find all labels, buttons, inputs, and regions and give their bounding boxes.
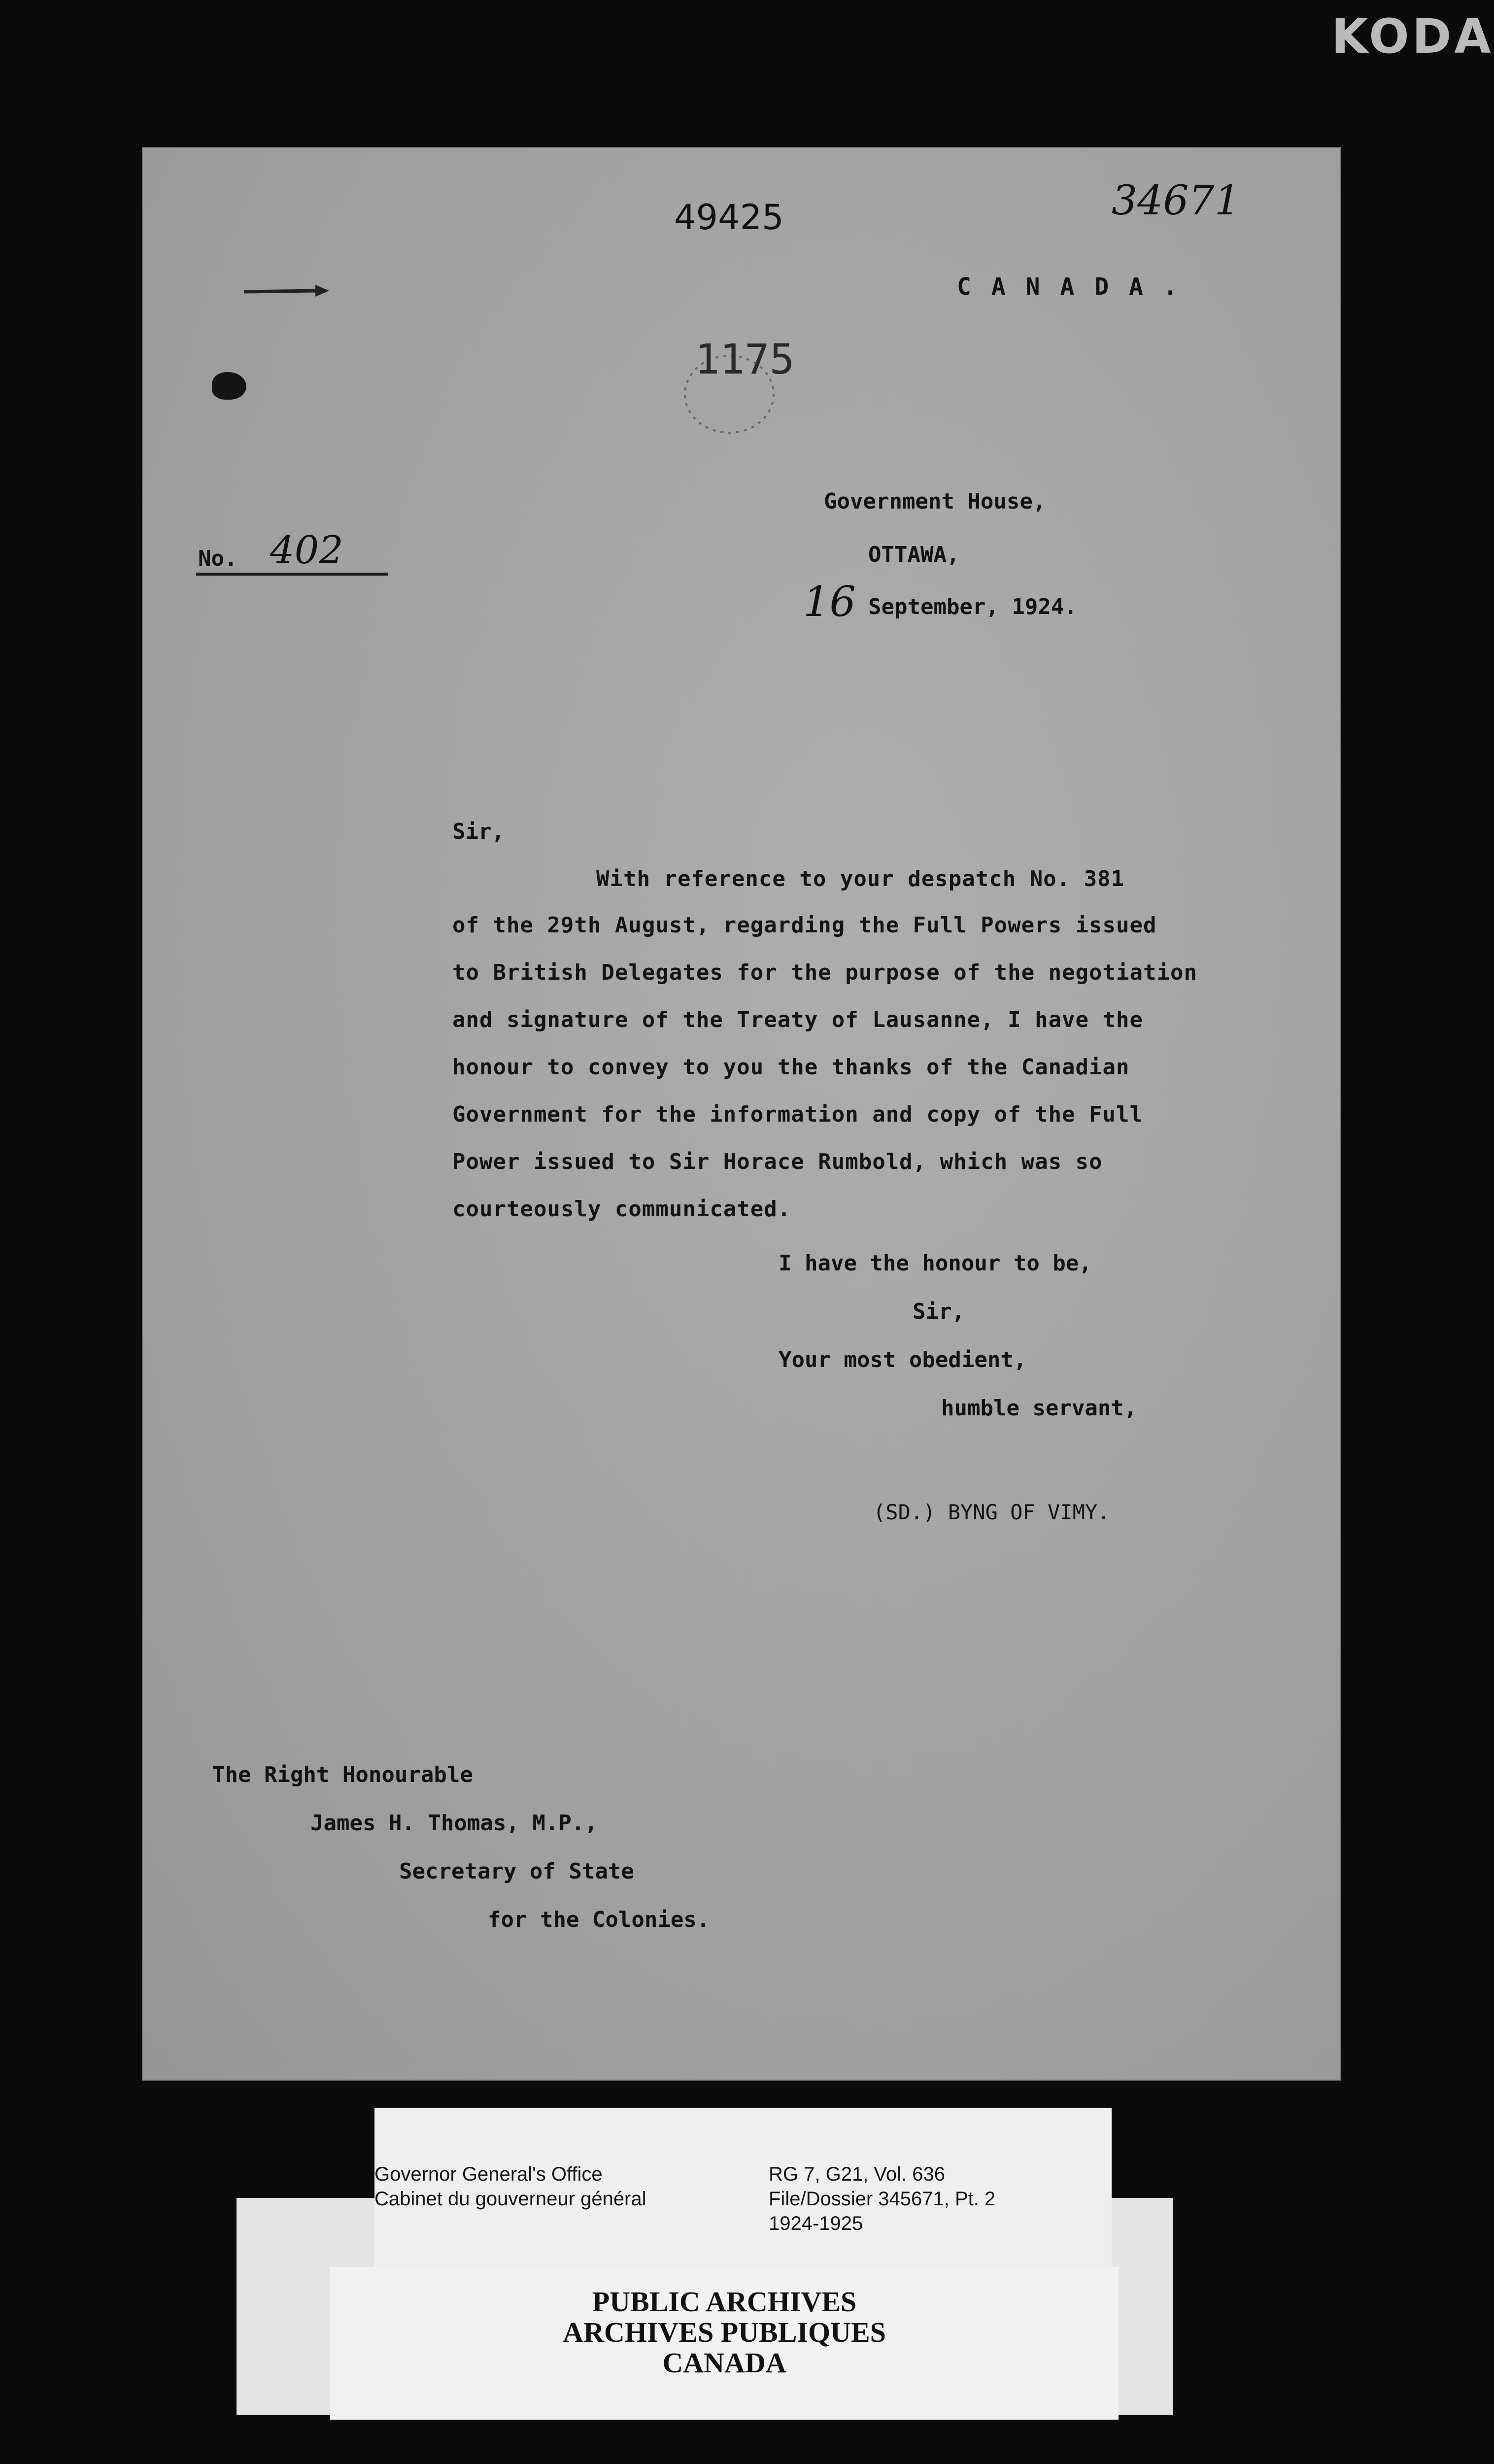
body-line: Power issued to Sir Horace Rumbold, which was so bbox=[452, 1149, 1103, 1174]
handwritten-file-number: 34671 bbox=[1112, 177, 1240, 224]
dispatch-underline bbox=[196, 573, 388, 576]
body-line: and signature of the Treaty of Lausanne, I have the bbox=[452, 1007, 1144, 1032]
addressee-line: Secretary of State bbox=[399, 1859, 634, 1884]
salutation: Sir, bbox=[452, 819, 505, 844]
dispatch-label: No. bbox=[198, 546, 238, 571]
closing-line: Sir, bbox=[913, 1299, 965, 1324]
archives-line: PUBLIC ARCHIVES bbox=[592, 2286, 857, 2318]
body-line: to British Delegates for the purpose of the negotiation bbox=[452, 960, 1197, 985]
reference-line: 1924-1925 bbox=[769, 2213, 863, 2234]
body-line: Government for the information and copy of the Full bbox=[452, 1102, 1144, 1127]
closing-line: humble servant, bbox=[941, 1396, 1137, 1421]
archives-line: ARCHIVES PUBLIQUES bbox=[563, 2316, 886, 2348]
ink-blot bbox=[212, 372, 246, 400]
signature: (SD.) BYNG OF VIMY. bbox=[873, 1500, 1110, 1524]
address-ottawa: OTTAWA, bbox=[868, 542, 960, 567]
body-line: courteously communicated. bbox=[452, 1197, 791, 1222]
date-day-handwritten: 16 bbox=[803, 578, 856, 626]
letter-sheet bbox=[143, 148, 1340, 2080]
body-line: of the 29th August, regarding the Full Powers issued bbox=[452, 913, 1157, 938]
reference-line: File/Dossier 345671, Pt. 2 bbox=[769, 2188, 996, 2210]
address-government-house: Government House, bbox=[824, 489, 1046, 514]
secondary-stamp-number: 1175 bbox=[695, 335, 795, 383]
office-english: Governor General's Office bbox=[374, 2163, 603, 2185]
closing-line: I have the honour to be, bbox=[779, 1251, 1092, 1276]
closing-line: Your most obedient, bbox=[779, 1347, 1027, 1372]
office-french: Cabinet du gouverneur général bbox=[374, 2188, 646, 2210]
film-edge-mark: KODA bbox=[1331, 9, 1494, 64]
heading-country: C A N A D A . bbox=[957, 273, 1181, 301]
addressee-line: James H. Thomas, M.P., bbox=[310, 1811, 598, 1836]
addressee-line: for the Colonies. bbox=[488, 1907, 710, 1932]
stamp-number: 49425 bbox=[674, 197, 784, 238]
secondary-stamp bbox=[675, 335, 795, 439]
reference-line: RG 7, G21, Vol. 636 bbox=[769, 2163, 945, 2185]
body-line: With reference to your despatch No. 381 bbox=[596, 866, 1125, 891]
body-line: honour to convey to you the thanks of the Canadian bbox=[452, 1055, 1130, 1080]
arrow-mark-icon bbox=[241, 281, 330, 301]
dispatch-number-handwritten: 402 bbox=[270, 528, 343, 573]
addressee-line: The Right Honourable bbox=[212, 1762, 473, 1787]
date-month-year: September, 1924. bbox=[868, 594, 1077, 619]
archives-line: CANADA bbox=[662, 2347, 786, 2379]
public-archives-stamp bbox=[330, 2267, 1119, 2420]
archive-reference-label bbox=[374, 2108, 1112, 2277]
